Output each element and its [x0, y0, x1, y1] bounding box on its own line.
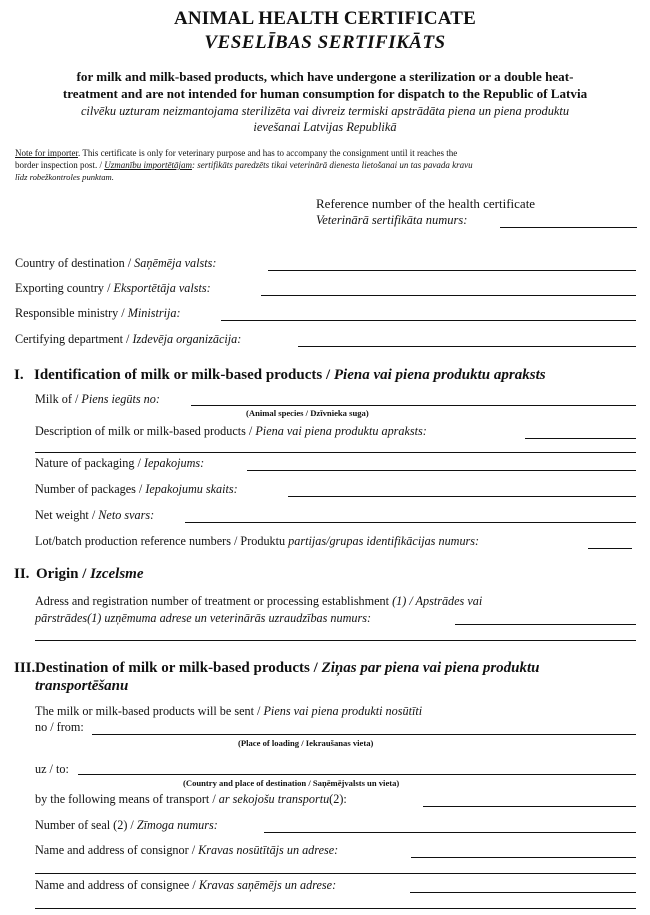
consignee-label: Name and address of consignee / Kravas saņēmējs un adrese: [35, 878, 337, 892]
responsible-ministry-label: Responsible ministry / Ministrija: [15, 306, 181, 320]
consignee-field-line-2[interactable] [35, 908, 636, 909]
transport-field[interactable] [423, 806, 636, 807]
to-label: uz / to: [35, 762, 69, 776]
responsible-ministry-field[interactable] [221, 320, 636, 321]
subtitle-en-2: treatment and are not intended for human consumption for dispatch to the Republic of Latvia [62, 86, 588, 101]
reference-label-en: Reference number of the health certificate [316, 196, 536, 211]
importer-note-line-1 [15, 148, 457, 158]
products-sent-label: The milk or milk-based products will be sent / Piens vai piena produkti nosūtīti [35, 704, 423, 718]
establishment-field-line-2[interactable] [35, 640, 636, 641]
section-2-heading: II. Origin / Izcelsme [14, 566, 144, 582]
establishment-label-line-2: pārstrādes(1) uzņēmuma adrese un veterinārās uzraudzības numurs: [35, 611, 372, 625]
note-label-lv: Uzmanību importētājam [104, 160, 192, 170]
transport-label: by the following means of transport / ar sekojošu transportu(2): [35, 792, 347, 806]
seal-number-field[interactable] [264, 832, 636, 833]
from-label: no / from: [35, 720, 84, 734]
milk-of-field[interactable] [191, 405, 636, 406]
subtitle-en-1: for milk and milk-based products, which have undergone a sterilization or a double heat- [76, 69, 574, 84]
note-text-en-1: . This certificate is only for veterinary purpose and has to accompany the consignment until it reaches the [77, 148, 458, 158]
milk-of-label: Milk of / Piens iegūts no: [35, 392, 160, 406]
section-3-heading-line-2: transportēšanu [35, 678, 129, 694]
to-caption: (Country and place of destination / Saņēmējvalsts un vieta) [183, 778, 400, 788]
from-caption: (Place of loading / Iekraušanas vieta) [238, 738, 374, 748]
subtitle-lv-1: cilvēku uzturam neizmantojama sterilizēta vai divreiz termiski apstrādāta piena un piena produktu [80, 104, 570, 118]
reference-label-lv: Veterinārā sertifikāta numurs: [316, 213, 468, 227]
certifying-department-label: Certifying department / Izdevēja organizācija: [15, 332, 242, 346]
certifying-department-field[interactable] [298, 346, 636, 347]
section-1-heading: I. Identification of milk or milk-based products / Piena vai piena produktu apraksts [14, 367, 546, 383]
country-destination-field[interactable] [268, 270, 636, 271]
consignor-field-line-2[interactable] [35, 873, 636, 874]
net-weight-field[interactable] [185, 522, 636, 523]
certificate-title: ANIMAL HEALTH CERTIFICATE [173, 8, 477, 29]
note-text-lv-1: : sertifikāts paredzēts tikai veterinārā dienesta lietošanai un tas pavada kravu [192, 160, 473, 170]
consignee-field[interactable] [410, 892, 636, 893]
description-field[interactable] [525, 438, 636, 439]
description-label: Description of milk or milk-based products / Piena vai piena produktu apraksts: [35, 424, 427, 438]
description-field-line-2[interactable] [35, 452, 636, 453]
packaging-field[interactable] [247, 470, 636, 471]
certificate-title-lv: VESELĪBAS SERTIFIKĀTS [204, 32, 446, 53]
consignor-field[interactable] [411, 857, 636, 858]
from-field[interactable] [92, 734, 636, 735]
to-field[interactable] [78, 774, 636, 775]
packages-field[interactable] [288, 496, 636, 497]
reference-number-field[interactable] [500, 227, 637, 228]
net-weight-label: Net weight / Neto svars: [35, 508, 155, 522]
establishment-label-line-1: Adress and registration number of treatment or processing establishment (1) / Apstrādes vai [35, 594, 483, 608]
packaging-label: Nature of packaging / Iepakojums: [35, 456, 205, 470]
packages-label: Number of packages / Iepakojumu skaits: [35, 482, 238, 496]
subtitle-lv-2: ievešanai Latvijas Republikā [253, 120, 397, 134]
lot-numbers-label: Lot/batch production reference numbers / Produktu partijas/grupas identifikācijas numurs: [35, 534, 480, 548]
exporting-country-label: Exporting country / Eksportētāja valsts: [15, 281, 211, 295]
importer-note-line-2 [15, 160, 473, 170]
lot-numbers-field[interactable] [588, 548, 632, 549]
milk-of-caption: (Animal species / Dzīvnieka suga) [246, 408, 369, 418]
section-3-heading: III.Destination of milk or milk-based products / Ziņas par piena vai piena produktu [14, 660, 540, 676]
exporting-country-field[interactable] [261, 295, 636, 296]
importer-note-line-3: līdz robežkontroles punktam. [15, 172, 114, 182]
consignor-label: Name and address of consignor / Kravas nosūtītājs un adrese: [35, 843, 339, 857]
country-destination-label: Country of destination / Saņēmēja valsts: [15, 256, 217, 270]
seal-number-label: Number of seal (2) / Zīmoga numurs: [35, 818, 218, 832]
establishment-field[interactable] [455, 624, 636, 625]
note-text-en-2: border inspection post. / [15, 160, 102, 170]
note-label-en: Note for importer [15, 148, 78, 158]
